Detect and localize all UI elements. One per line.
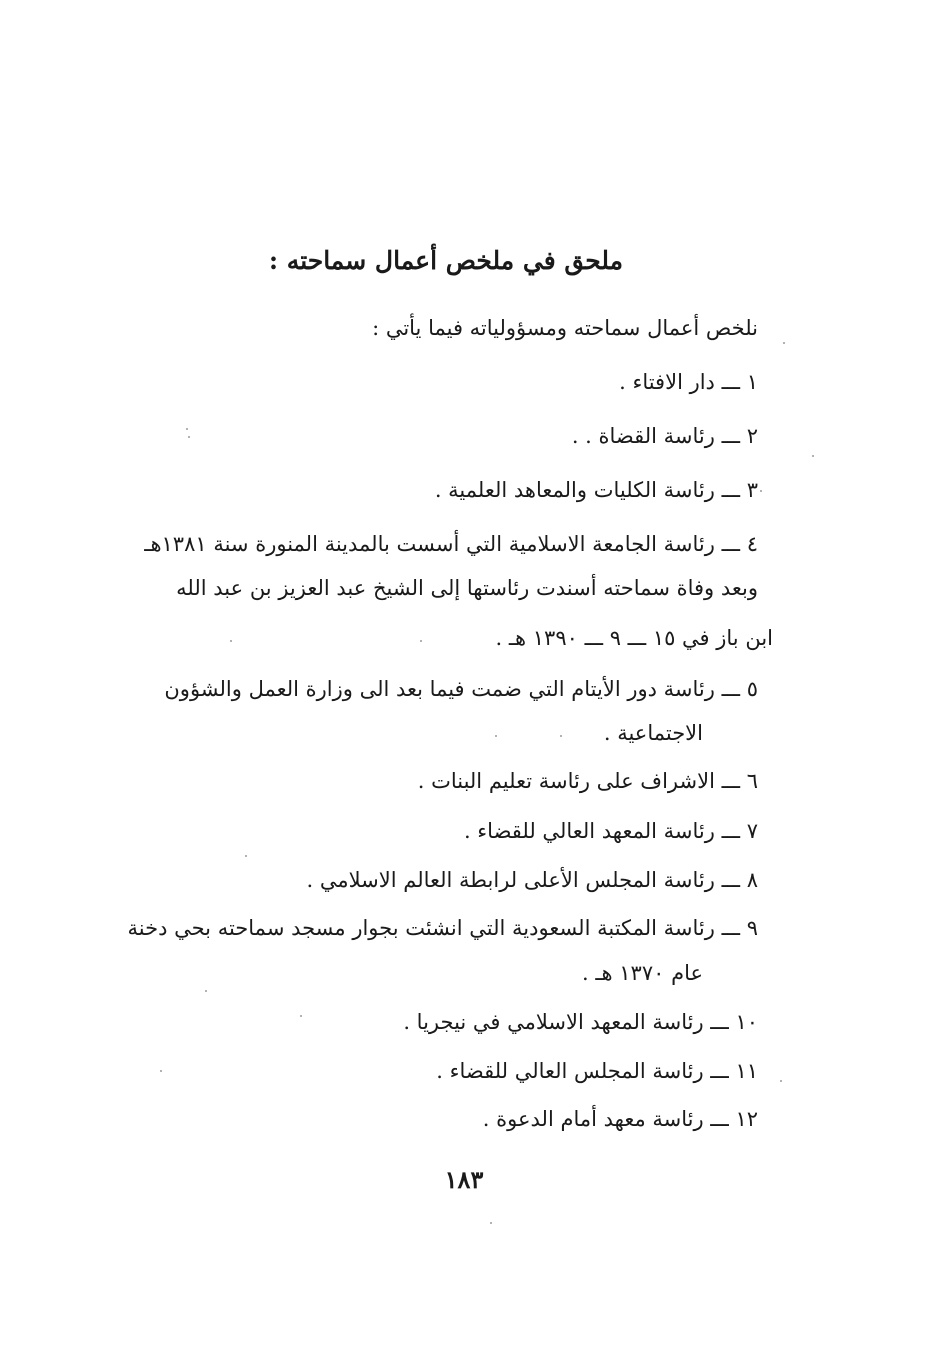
list-item: ٩ ـــ رئاسة المكتبة السعودية التي انشئت بجوار مسجد سماحته بحي دخنة xyxy=(127,916,758,940)
page-number: ١٨٣ xyxy=(444,1165,484,1194)
scan-speck xyxy=(812,455,814,457)
list-item-continuation: عام ١٣٧٠ هـ . xyxy=(582,961,703,985)
list-item: ٦ ـــ الاشراف على رئاسة تعليم البنات . xyxy=(417,769,758,793)
list-item-continuation: الاجتماعية . xyxy=(603,721,703,745)
scan-speck xyxy=(205,990,207,992)
list-item: ١٠ ـــ رئاسة المعهد الاسلامي في نيجريا . xyxy=(403,1010,758,1034)
intro-line: نلخص أعمال سماحته ومسؤولياته فيما يأتي : xyxy=(372,316,758,340)
list-item: ٢ ـــ رئاسة القضاة . . xyxy=(571,424,758,448)
scan-speck xyxy=(188,436,190,438)
scan-speck xyxy=(245,855,247,857)
list-item: ٣ ـــ رئاسة الكليات والمعاهد العلمية . xyxy=(434,478,758,502)
scan-speck xyxy=(186,428,188,430)
scan-speck xyxy=(230,640,232,642)
scan-speck xyxy=(420,640,422,642)
scan-speck xyxy=(560,735,562,737)
list-item-continuation: وبعد وفاة سماحته أسندت رئاستها إلى الشيخ عبد العزيز بن عبد الله xyxy=(176,576,758,600)
scan-speck xyxy=(490,1222,492,1224)
scan-speck xyxy=(160,1070,162,1072)
list-item: ١٢ ـــ رئاسة معهد أمام الدعوة . xyxy=(482,1107,758,1131)
scan-speck xyxy=(760,490,762,492)
list-item: ٥ ـــ رئاسة دور الأيتام التي ضمت فيما بعد الى وزارة العمل والشؤون xyxy=(164,677,758,701)
list-item: ٧ ـــ رئاسة المعهد العالي للقضاء . xyxy=(463,819,758,843)
appendix-heading: ملحق في ملخص أعمال سماحته : xyxy=(268,246,623,275)
scan-speck xyxy=(300,1015,302,1017)
list-item: ٨ ـــ رئاسة المجلس الأعلى لرابطة العالم الاسلامي . xyxy=(306,868,758,892)
list-item-continuation: ابن باز في ١٥ ـــ ٩ ـــ ١٣٩٠ هـ . xyxy=(495,626,773,650)
scan-speck xyxy=(783,342,785,344)
list-item: ١ ـــ دار الافتاء . xyxy=(619,370,758,394)
scan-speck xyxy=(495,735,497,737)
scan-speck xyxy=(780,1080,782,1082)
list-item: ١١ ـــ رئاسة المجلس العالي للقضاء . xyxy=(436,1059,758,1083)
list-item: ٤ ـــ رئاسة الجامعة الاسلامية التي أسست بالمدينة المنورة سنة ١٣٨١هـ xyxy=(144,532,758,556)
